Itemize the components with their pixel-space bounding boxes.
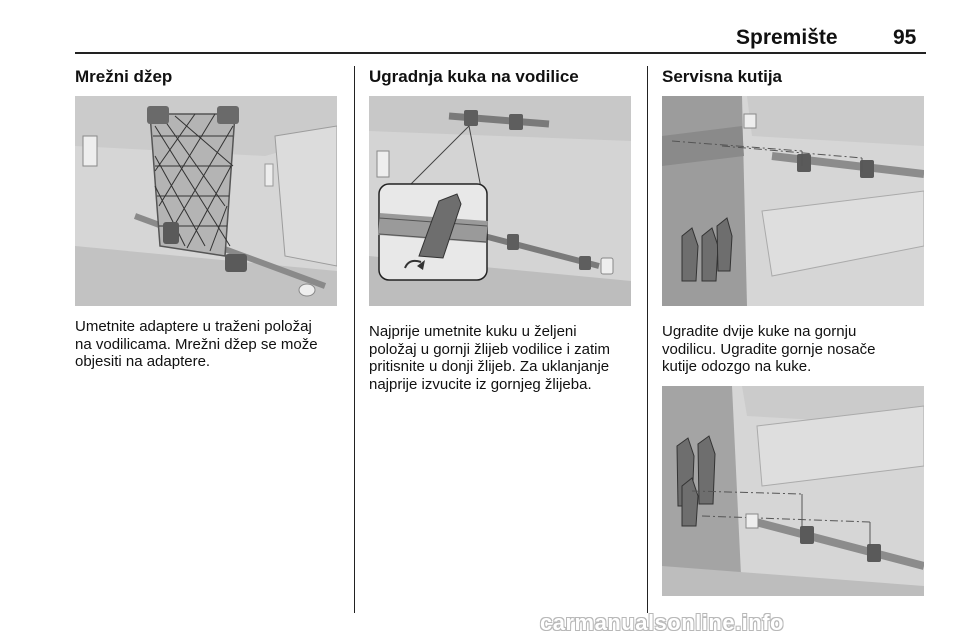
service-box-top-illustration (662, 96, 924, 306)
hook-installation-instructions: Najprije umetnite kuku u željeni položaj u gornji žlijeb vodilice i zatim pritisnite u donji žlijeb. Za uklanjanje najprije izvucite iz gornjeg žlijeba. (369, 323, 610, 393)
section-title-service-box: Servisna kutija (662, 67, 783, 86)
net-pocket-illustration (75, 96, 337, 306)
watermark: carmanualsonline.info (540, 610, 784, 635)
page-number: 95 (893, 26, 917, 49)
service-box-instructions: Ugradite dvije kuke na gornju vodilicu. Ugradite gornje nosače kutije odozgo na kuke. (662, 323, 876, 375)
header-rule (75, 52, 926, 54)
section-title-net-pocket: Mrežni džep (75, 67, 173, 86)
service-box-bottom-illustration (662, 386, 924, 596)
column-divider-1 (354, 66, 355, 613)
hook-installation-illustration (369, 96, 631, 306)
column-divider-2 (647, 66, 648, 613)
net-pocket-instructions: Umetnite adaptere u traženi položaj na vodilicama. Mrežni džep se može objesiti na adaptere. (75, 318, 318, 370)
page-header-title: Spremište (736, 26, 838, 49)
section-title-hook-installation: Ugradnja kuka na vodilice (369, 67, 579, 86)
